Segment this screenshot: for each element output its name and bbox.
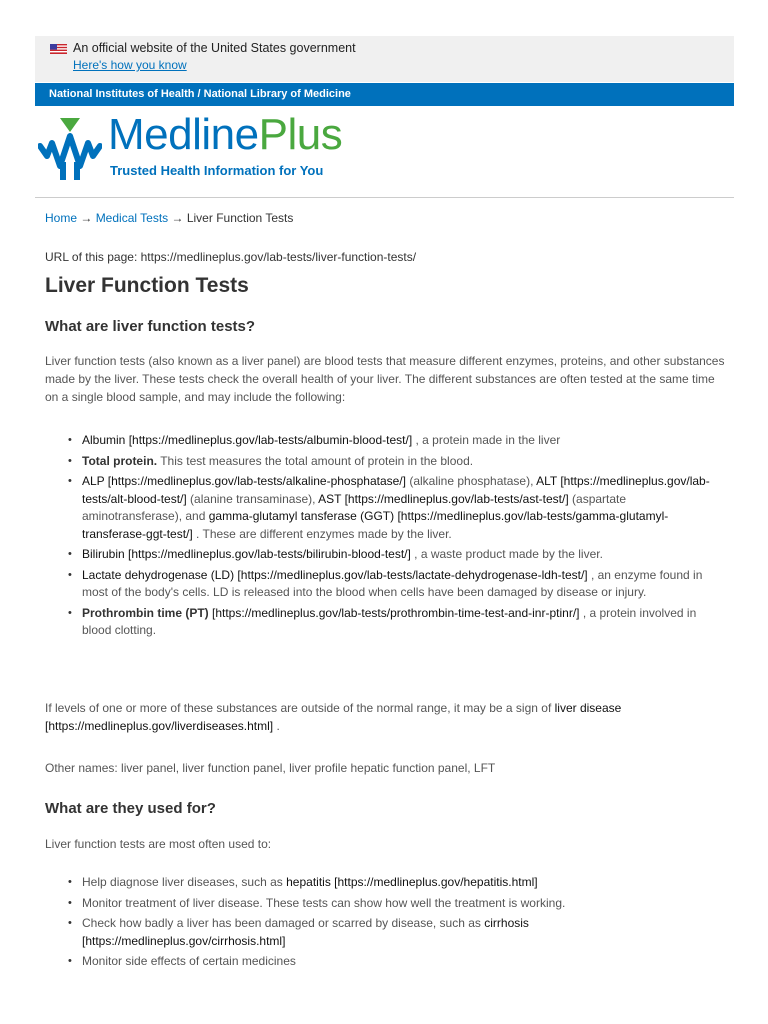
section-heading-used-for: What are they used for? [45,800,216,817]
gov-banner [35,36,734,82]
section1-outro [45,699,725,735]
list-item [82,453,725,471]
uses-list [45,874,725,974]
header-divider [35,197,734,198]
section1-intro: Liver function tests (also known as a liver panel) are blood tests that measure different enzymes, proteins, and other substances made by the liver. These tests check the overall health of your liver. The different substances are often tested at the same time on a single blood sample, and may include the following: [45,354,725,404]
prothrombin-time-link[interactable]: [https://medlineplus.gov/lab-tests/prothrombin-time-test-and-inr-ptinr/] [208,605,580,620]
alp-link[interactable]: ALP [https://medlineplus.gov/lab-tests/alkaline-phosphatase/] [82,474,406,488]
us-flag-icon [50,44,67,54]
albumin-link[interactable]: Albumin [https://medlineplus.gov/lab-tests/albumin-blood-test/] [82,433,413,447]
list-item-text: , an enzyme found in most of the body's cells. LD is released into the blood when cells have been damaged by disease or injury. [82,567,703,599]
other-names: Other names: liver panel, liver function panel, liver profile hepatic function panel, LFT [45,761,496,775]
list-item-text: , a protein made in the liver [412,433,561,447]
bilirubin-link[interactable]: Bilirubin [https://medlineplus.gov/lab-tests/bilirubin-blood-test/] [82,547,411,561]
section-heading-what-are: What are liver function tests? [45,318,256,335]
breadcrumb-home-link[interactable]: Home [45,211,78,225]
list-item-text: . These are different enzymes made by the liver. [192,526,452,541]
ggt-link[interactable]: gamma-glutamyl tansferase (GGT) [https://medlineplus.gov/lab-tests/gamma-glutamyl-transferase-ggt-test/] [82,509,669,541]
logo-word-plus: Plus [258,110,343,159]
outro-text: . [273,719,280,733]
cirrhosis-link[interactable]: cirrhosis [https://medlineplus.gov/cirrhosis.html] [82,916,529,948]
list-item [82,605,725,640]
list-item-text: Help diagnose liver diseases, such as [82,875,287,889]
list-item [82,567,725,602]
prothrombin-time-label[interactable]: Prothrombin time (PT) [82,605,209,620]
list-item [82,546,725,564]
section2-intro: Liver function tests are most often used to: [45,837,272,851]
list-item [82,895,725,913]
list-item-text: (aspartate aminotransferase), and [82,491,627,523]
list-item-text: , a protein involved in blood clotting. [82,605,697,637]
breadcrumb-separator: → [77,211,96,225]
page-url-line: URL of this page: https://medlineplus.gov/lab-tests/liver-function-tests/ [45,250,417,264]
gov-banner-text: An official website of the United States government [73,41,356,55]
liver-disease-link[interactable]: liver disease [https://medlineplus.gov/liverdiseases.html] [45,701,622,733]
ast-link[interactable]: AST [https://medlineplus.gov/lab-tests/ast-test/] [318,491,569,506]
total-protein-label: Total protein. [82,453,158,468]
breadcrumb [45,211,293,225]
list-item [82,915,725,950]
hepatitis-link[interactable]: hepatitis [https://medlineplus.gov/hepatitis.html] [286,875,538,889]
alt-link[interactable]: ALT [https://medlineplus.gov/lab-tests/alt-blood-test/] [82,474,710,506]
list-item [82,473,725,543]
list-item-text: Monitor treatment of liver disease. These tests can show how well the treatment is working. [82,895,566,910]
breadcrumb-medical-tests-link[interactable]: Medical Tests [95,211,169,225]
list-item-text: Check how badly a liver has been damaged or scarred by disease, such as [82,916,485,930]
logo-tagline: Trusted Health Information for You [110,163,324,178]
test-list [45,432,725,643]
page-title: Liver Function Tests [45,274,249,297]
logo-word-medline: Medline [108,110,259,159]
breadcrumb-separator: → [168,211,187,225]
list-item [82,432,725,450]
list-item [82,874,725,892]
list-item-text: , a waste product made by the liver. [410,547,603,561]
list-item-text: Monitor side effects of certain medicines [82,954,296,968]
list-item-text: (alkaline phosphatase), [405,474,537,488]
heres-how-you-know-link[interactable]: Here's how you know [73,58,187,72]
lactate-dehydrogenase-link[interactable]: Lactate dehydrogenase (LD) [https://medlineplus.gov/lab-tests/lactate-dehydrogenase-ldh-test/] [82,567,588,582]
medlineplus-logo-icon [38,116,102,182]
list-item-text: (alanine transaminase), [186,491,319,506]
nih-bar [35,83,734,106]
list-item-text: This test measures the total amount of protein in the blood. [157,453,474,468]
nih-bar-text[interactable]: National Institutes of Health / National Library of Medicine [49,88,351,100]
logo-wordmark [108,110,342,160]
list-item [82,953,725,971]
breadcrumb-current: Liver Function Tests [186,211,294,225]
outro-text: If levels of one or more of these substances are outside of the normal range, it may be a sign of [45,701,555,715]
medlineplus-logo[interactable] [38,110,358,186]
